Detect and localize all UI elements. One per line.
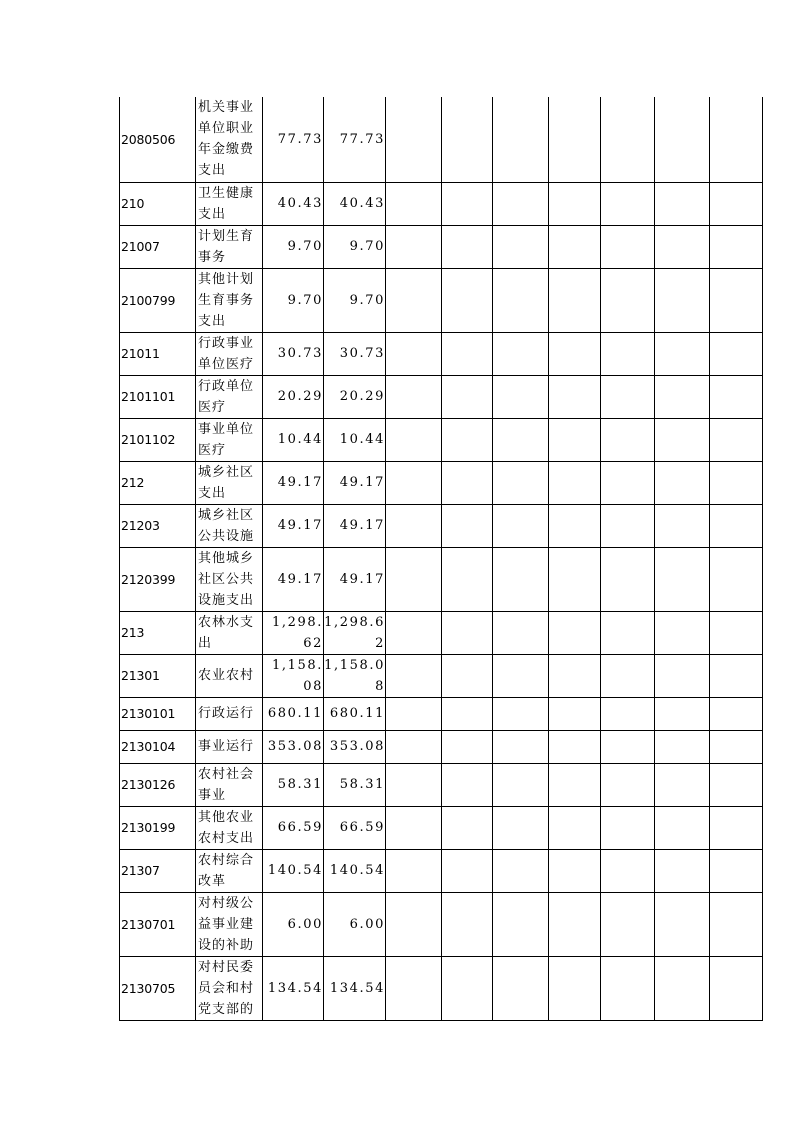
empty-cell	[386, 268, 442, 332]
empty-cell	[493, 654, 549, 697]
empty-cell	[442, 611, 493, 654]
empty-cell	[655, 763, 710, 806]
amount-cell: 353.08	[263, 730, 324, 763]
empty-cell	[710, 182, 763, 225]
empty-cell	[549, 892, 601, 956]
empty-cell	[549, 547, 601, 611]
empty-cell	[386, 892, 442, 956]
code-cell: 21007	[120, 225, 196, 268]
empty-cell	[442, 268, 493, 332]
empty-cell	[601, 375, 655, 418]
empty-cell	[386, 697, 442, 730]
empty-cell	[710, 730, 763, 763]
empty-cell	[442, 418, 493, 461]
empty-cell	[386, 332, 442, 375]
amount-cell: 353.08	[324, 730, 386, 763]
empty-cell	[549, 182, 601, 225]
code-cell: 2101102	[120, 418, 196, 461]
empty-cell	[386, 730, 442, 763]
empty-cell	[655, 892, 710, 956]
code-cell: 21011	[120, 332, 196, 375]
table-row	[120, 697, 763, 730]
amount-cell: 49.17	[263, 547, 324, 611]
amount-cell: 9.70	[324, 268, 386, 332]
empty-cell	[601, 654, 655, 697]
empty-cell	[493, 892, 549, 956]
empty-cell	[549, 654, 601, 697]
empty-cell	[549, 97, 601, 182]
name-cell: 对村级公益事业建设的补助	[196, 892, 263, 956]
empty-cell	[601, 504, 655, 547]
empty-cell	[493, 611, 549, 654]
empty-cell	[601, 806, 655, 849]
empty-cell	[442, 182, 493, 225]
empty-cell	[655, 697, 710, 730]
amount-cell: 58.31	[263, 763, 324, 806]
name-cell: 计划生育事务	[196, 225, 263, 268]
empty-cell	[655, 849, 710, 892]
name-cell: 农村综合改革	[196, 849, 263, 892]
empty-cell	[386, 97, 442, 182]
empty-cell	[601, 849, 655, 892]
amount-cell: 140.54	[324, 849, 386, 892]
amount-cell: 9.70	[324, 225, 386, 268]
code-cell: 21301	[120, 654, 196, 697]
empty-cell	[442, 461, 493, 504]
empty-cell	[549, 697, 601, 730]
empty-cell	[386, 504, 442, 547]
empty-cell	[601, 697, 655, 730]
empty-cell	[493, 730, 549, 763]
amount-cell: 66.59	[263, 806, 324, 849]
amount-cell: 49.17	[324, 547, 386, 611]
table-row	[120, 504, 763, 547]
amount-cell: 1,158.08	[324, 654, 386, 697]
empty-cell	[386, 182, 442, 225]
empty-cell	[386, 654, 442, 697]
empty-cell	[710, 225, 763, 268]
code-cell: 2130705	[120, 956, 196, 1020]
empty-cell	[710, 332, 763, 375]
empty-cell	[442, 225, 493, 268]
amount-cell: 40.43	[263, 182, 324, 225]
code-cell: 2101101	[120, 375, 196, 418]
empty-cell	[710, 956, 763, 1020]
amount-cell: 49.17	[324, 504, 386, 547]
empty-cell	[655, 611, 710, 654]
empty-cell	[655, 956, 710, 1020]
name-cell: 农林水支出	[196, 611, 263, 654]
table-body	[120, 97, 763, 1020]
empty-cell	[655, 182, 710, 225]
empty-cell	[549, 849, 601, 892]
empty-cell	[442, 332, 493, 375]
empty-cell	[710, 806, 763, 849]
empty-cell	[442, 375, 493, 418]
empty-cell	[601, 332, 655, 375]
table-row	[120, 461, 763, 504]
empty-cell	[549, 332, 601, 375]
table-row	[120, 375, 763, 418]
empty-cell	[710, 97, 763, 182]
amount-cell: 30.73	[324, 332, 386, 375]
table-row	[120, 611, 763, 654]
empty-cell	[710, 697, 763, 730]
name-cell: 农村社会事业	[196, 763, 263, 806]
amount-cell: 10.44	[263, 418, 324, 461]
empty-cell	[442, 97, 493, 182]
empty-cell	[710, 461, 763, 504]
name-cell: 其他计划生育事务支出	[196, 268, 263, 332]
empty-cell	[386, 611, 442, 654]
table-row	[120, 182, 763, 225]
name-cell: 城乡社区支出	[196, 461, 263, 504]
table-row	[120, 225, 763, 268]
empty-cell	[710, 504, 763, 547]
empty-cell	[710, 418, 763, 461]
amount-cell: 49.17	[324, 461, 386, 504]
empty-cell	[601, 225, 655, 268]
table-row	[120, 806, 763, 849]
empty-cell	[386, 956, 442, 1020]
empty-cell	[710, 654, 763, 697]
name-cell: 其他农业农村支出	[196, 806, 263, 849]
amount-cell: 9.70	[263, 225, 324, 268]
empty-cell	[493, 461, 549, 504]
empty-cell	[655, 730, 710, 763]
code-cell: 2080506	[120, 97, 196, 182]
empty-cell	[493, 268, 549, 332]
amount-cell: 10.44	[324, 418, 386, 461]
amount-cell: 66.59	[324, 806, 386, 849]
empty-cell	[493, 332, 549, 375]
budget-table	[119, 97, 763, 1021]
table-row	[120, 892, 763, 956]
empty-cell	[710, 268, 763, 332]
amount-cell: 6.00	[324, 892, 386, 956]
empty-cell	[655, 225, 710, 268]
amount-cell: 134.54	[263, 956, 324, 1020]
empty-cell	[601, 763, 655, 806]
empty-cell	[549, 418, 601, 461]
empty-cell	[493, 225, 549, 268]
amount-cell: 40.43	[324, 182, 386, 225]
empty-cell	[386, 763, 442, 806]
empty-cell	[442, 654, 493, 697]
name-cell: 行政事业单位医疗	[196, 332, 263, 375]
table-row	[120, 418, 763, 461]
empty-cell	[655, 547, 710, 611]
empty-cell	[549, 611, 601, 654]
empty-cell	[442, 892, 493, 956]
amount-cell: 6.00	[263, 892, 324, 956]
empty-cell	[442, 547, 493, 611]
empty-cell	[601, 547, 655, 611]
amount-cell: 680.11	[324, 697, 386, 730]
empty-cell	[549, 956, 601, 1020]
name-cell: 农业农村	[196, 654, 263, 697]
empty-cell	[549, 375, 601, 418]
amount-cell: 30.73	[263, 332, 324, 375]
name-cell: 事业单位医疗	[196, 418, 263, 461]
empty-cell	[601, 956, 655, 1020]
empty-cell	[493, 418, 549, 461]
name-cell: 行政单位医疗	[196, 375, 263, 418]
table-row	[120, 654, 763, 697]
empty-cell	[710, 892, 763, 956]
empty-cell	[710, 849, 763, 892]
amount-cell: 680.11	[263, 697, 324, 730]
empty-cell	[710, 375, 763, 418]
empty-cell	[601, 268, 655, 332]
empty-cell	[710, 763, 763, 806]
empty-cell	[493, 697, 549, 730]
empty-cell	[386, 806, 442, 849]
code-cell: 210	[120, 182, 196, 225]
code-cell: 2130101	[120, 697, 196, 730]
code-cell: 21307	[120, 849, 196, 892]
amount-cell: 1,298.62	[263, 611, 324, 654]
empty-cell	[493, 504, 549, 547]
empty-cell	[493, 547, 549, 611]
empty-cell	[493, 97, 549, 182]
empty-cell	[549, 504, 601, 547]
amount-cell: 20.29	[324, 375, 386, 418]
empty-cell	[549, 806, 601, 849]
empty-cell	[442, 763, 493, 806]
empty-cell	[549, 461, 601, 504]
empty-cell	[549, 730, 601, 763]
empty-cell	[442, 504, 493, 547]
empty-cell	[601, 892, 655, 956]
code-cell: 213	[120, 611, 196, 654]
empty-cell	[655, 418, 710, 461]
amount-cell: 49.17	[263, 461, 324, 504]
empty-cell	[386, 849, 442, 892]
empty-cell	[493, 763, 549, 806]
empty-cell	[493, 182, 549, 225]
empty-cell	[601, 418, 655, 461]
amount-cell: 134.54	[324, 956, 386, 1020]
empty-cell	[442, 806, 493, 849]
code-cell: 21203	[120, 504, 196, 547]
code-cell: 212	[120, 461, 196, 504]
amount-cell: 77.73	[324, 97, 386, 182]
empty-cell	[710, 611, 763, 654]
amount-cell: 9.70	[263, 268, 324, 332]
empty-cell	[442, 730, 493, 763]
code-cell: 2130199	[120, 806, 196, 849]
empty-cell	[493, 849, 549, 892]
amount-cell: 20.29	[263, 375, 324, 418]
empty-cell	[655, 806, 710, 849]
name-cell: 卫生健康支出	[196, 182, 263, 225]
empty-cell	[601, 730, 655, 763]
empty-cell	[710, 547, 763, 611]
table-row	[120, 730, 763, 763]
empty-cell	[386, 418, 442, 461]
empty-cell	[386, 225, 442, 268]
amount-cell: 1,298.62	[324, 611, 386, 654]
amount-cell: 1,158.08	[263, 654, 324, 697]
empty-cell	[601, 611, 655, 654]
empty-cell	[655, 97, 710, 182]
empty-cell	[601, 461, 655, 504]
table-row	[120, 97, 763, 182]
name-cell: 对村民委员会和村党支部的	[196, 956, 263, 1020]
amount-cell: 77.73	[263, 97, 324, 182]
table-row	[120, 763, 763, 806]
empty-cell	[386, 461, 442, 504]
empty-cell	[442, 849, 493, 892]
table-row	[120, 268, 763, 332]
name-cell: 机关事业单位职业年金缴费支出	[196, 97, 263, 182]
empty-cell	[655, 654, 710, 697]
empty-cell	[493, 956, 549, 1020]
table-row	[120, 547, 763, 611]
empty-cell	[549, 225, 601, 268]
amount-cell: 58.31	[324, 763, 386, 806]
empty-cell	[493, 375, 549, 418]
empty-cell	[493, 806, 549, 849]
empty-cell	[655, 268, 710, 332]
amount-cell: 140.54	[263, 849, 324, 892]
name-cell: 行政运行	[196, 697, 263, 730]
empty-cell	[655, 375, 710, 418]
empty-cell	[601, 97, 655, 182]
code-cell: 2130701	[120, 892, 196, 956]
code-cell: 2100799	[120, 268, 196, 332]
empty-cell	[442, 697, 493, 730]
empty-cell	[442, 956, 493, 1020]
name-cell: 城乡社区公共设施	[196, 504, 263, 547]
empty-cell	[655, 332, 710, 375]
empty-cell	[549, 763, 601, 806]
code-cell: 2130126	[120, 763, 196, 806]
table-row	[120, 849, 763, 892]
amount-cell: 49.17	[263, 504, 324, 547]
table-row	[120, 332, 763, 375]
name-cell: 其他城乡社区公共设施支出	[196, 547, 263, 611]
empty-cell	[655, 461, 710, 504]
empty-cell	[386, 375, 442, 418]
empty-cell	[655, 504, 710, 547]
empty-cell	[601, 182, 655, 225]
name-cell: 事业运行	[196, 730, 263, 763]
empty-cell	[386, 547, 442, 611]
code-cell: 2130104	[120, 730, 196, 763]
code-cell: 2120399	[120, 547, 196, 611]
table-row	[120, 956, 763, 1020]
empty-cell	[549, 268, 601, 332]
